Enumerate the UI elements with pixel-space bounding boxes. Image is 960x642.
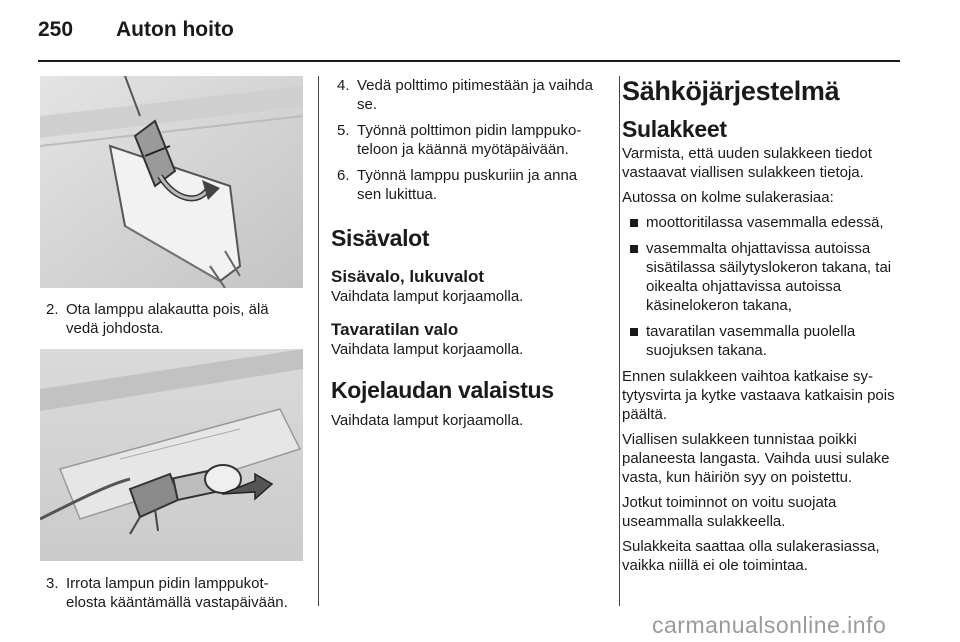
bulb-holder-illustration — [40, 349, 303, 561]
step-text: Vedä polttimo pitimestään ja vaihda se. — [357, 77, 593, 113]
step-6 — [331, 166, 603, 204]
lamp-removal-illustration — [40, 76, 303, 288]
section-heading-kojelaudan-valaistus: Kojelaudan valaistus — [331, 377, 554, 403]
step-number: 3. — [46, 575, 59, 592]
step-3 — [40, 574, 303, 612]
fuse-box-list — [622, 213, 912, 360]
list-item: moottoritilassa vasemmalla edessä, — [622, 213, 912, 232]
column-2 — [331, 76, 603, 436]
paragraph: Autossa on kolme sulakerasiaa: — [622, 189, 834, 206]
step-5 — [331, 121, 603, 159]
step-text: Irrota lampun pidin lamppukotelosta kääntämällä vastapäivään. — [66, 575, 288, 611]
header-rule — [38, 60, 900, 62]
step-text: Ota lamppu alakautta pois, älä vedä johdosta. — [66, 301, 269, 337]
body-text: Vaihdata lamput korjaamolla. — [331, 288, 524, 305]
paragraph: Sulakkeita saattaa olla sulakerasiassa, vaikka niillä ei ole toimintaa. — [622, 538, 880, 574]
section-heading-sisavalot: Sisävalot — [331, 225, 430, 251]
page-number: 250 — [38, 18, 74, 41]
step-2 — [40, 300, 303, 338]
column-3 — [622, 76, 912, 581]
page-title: Auton hoito — [116, 18, 234, 41]
step-number: 5. — [337, 122, 350, 139]
step-number: 6. — [337, 167, 350, 184]
paragraph: Varmista, että uuden sulakkeen tiedot vastaavat viallisen sulakkeen tietoja. — [622, 145, 872, 181]
body-text: Vaihdata lamput korjaamolla. — [331, 341, 524, 358]
column-1 — [40, 76, 303, 619]
step-number: 4. — [337, 77, 350, 94]
subheading-sulakkeet: Sulakkeet — [622, 116, 727, 142]
step-text: Työnnä lamppu puskuriin ja anna sen lukittua. — [357, 167, 578, 203]
section-heading-sahkojarjestelma: Sähköjärjestelmä — [622, 76, 840, 106]
subheading-sisavalo-lukuvalot: Sisävalo, lukuvalot — [331, 267, 485, 286]
step-4 — [331, 76, 603, 114]
column-divider-1 — [318, 76, 319, 606]
paragraph: Jotkut toiminnot on voitu suojata useammalla sulakkeella. — [622, 494, 837, 530]
list-item: vasemmalta ohjattavissa autoissa sisätilassa säilytyslokeron takana, tai oikealta ohjattavissa autoissa käsinelokeron takana, — [622, 239, 912, 315]
step-number: 2. — [46, 301, 59, 318]
column-divider-2 — [619, 76, 620, 606]
paragraph: Viallisen sulakkeen tunnistaa poikki palaneesta langasta. Vaihda uusi sulake vasta, kun häiriön syy on poistettu. — [622, 431, 890, 486]
body-text: Vaihdata lamput korjaamolla. — [331, 412, 524, 429]
step-text: Työnnä polttimon pidin lamppukoteloon ja käännä myötäpäivään. — [357, 122, 582, 158]
paragraph: Ennen sulakkeen vaihtoa katkaise sytytysvirta ja kytke vastaava katkaisin pois päältä. — [622, 368, 895, 423]
subheading-tavaratilan-valo: Tavaratilan valo — [331, 320, 459, 339]
list-item: tavaratilan vasemmalla puolella suojuksen takana. — [622, 322, 912, 360]
watermark: carmanualsonline.info — [652, 612, 887, 638]
